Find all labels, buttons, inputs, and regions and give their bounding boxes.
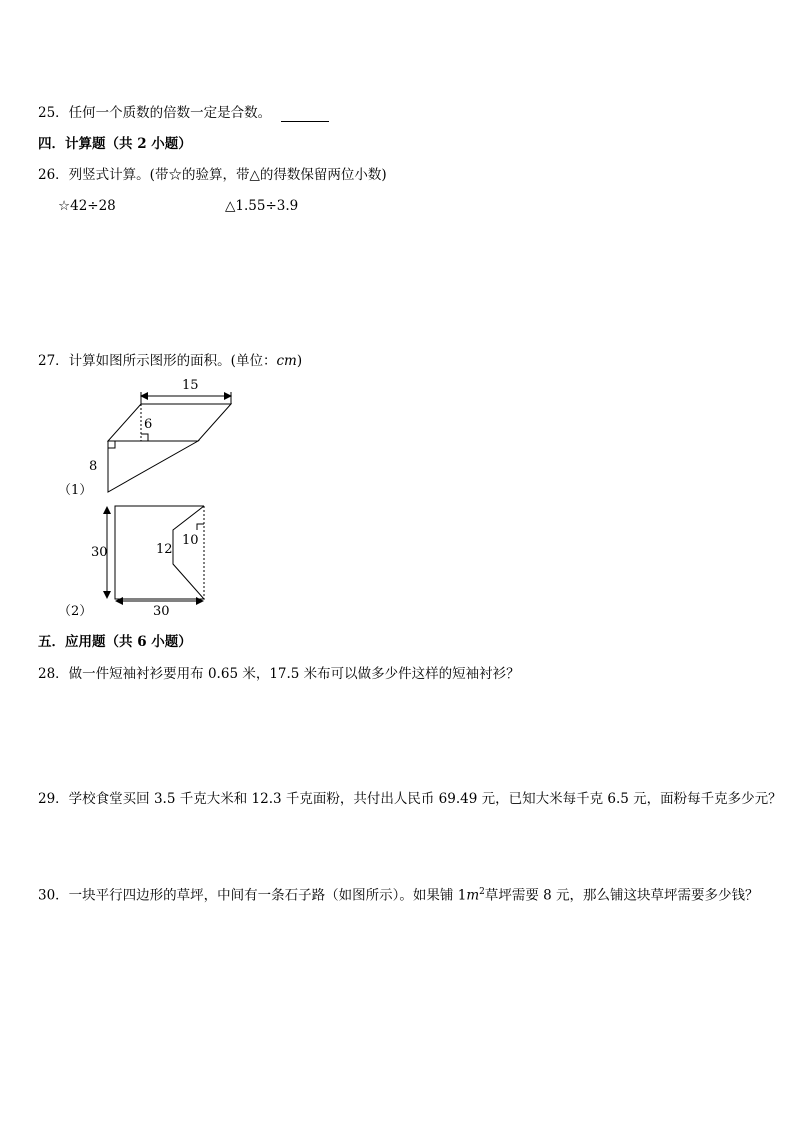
calc-expression-1: ☆42÷28 [58, 198, 116, 214]
figure-1-top-label: 15 [182, 378, 199, 393]
figure-2-label: （2） [58, 604, 93, 619]
unit-power: 2 [479, 887, 485, 897]
figure-2-bottom-label: 30 [153, 604, 170, 619]
figure-1-parallelogram [108, 404, 231, 441]
figure-1-height-label: 6 [144, 417, 153, 432]
question-27-close: ) [296, 353, 303, 369]
right-angle-mark [141, 434, 148, 441]
figure-1-label: （1） [58, 483, 93, 498]
figure-1 [58, 378, 231, 498]
right-angle-mark [197, 524, 204, 530]
unit-m: m [466, 887, 480, 904]
calc-expression-2: △1.55÷3.9 [225, 198, 299, 214]
section-4-title: 四．计算题（共 2 小题） [38, 136, 192, 152]
figure-1-triangle [108, 441, 198, 492]
unit-cm: cm [276, 353, 297, 369]
question-29-text: 29．学校食堂买回 3.5 千克大米和 12.3 千克面粉，共付出人民币 69.49 元，已知大米每千克 6.5 元，面粉每千克多少元？ [38, 791, 782, 807]
section-5-title: 五．应用题（共 6 小题） [38, 634, 192, 650]
question-30-rest: 草坪需要 8 元，那么铺这块草坪需要多少钱？ [484, 887, 759, 904]
figure-1-side-label: 8 [89, 459, 98, 474]
question-27-text: 27．计算如图所示图形的面积。(单位： [38, 353, 277, 369]
question-30-text: 30．一块平行四边形的草坪，中间有一条石子路（如图所示）。如果铺 1 [38, 887, 467, 904]
question-26-text: 26．列竖式计算。(带☆的验算，带△的得数保留两位小数) [38, 167, 387, 183]
figure-2-cut-width-label: 10 [182, 533, 199, 548]
figure-2-left-label: 30 [91, 545, 108, 560]
question-25-text: 25．任何一个质数的倍数一定是合数。 [38, 105, 272, 121]
figure-2-cut-height-label: 12 [156, 542, 173, 557]
figure-2 [58, 506, 204, 619]
question-30 [38, 883, 759, 905]
question-28-text: 28．做一件短袖衬衫要用布 0.65 米，17.5 米布可以做多少件这样的短袖衬衫？ [38, 666, 520, 682]
right-angle-mark [108, 441, 115, 448]
